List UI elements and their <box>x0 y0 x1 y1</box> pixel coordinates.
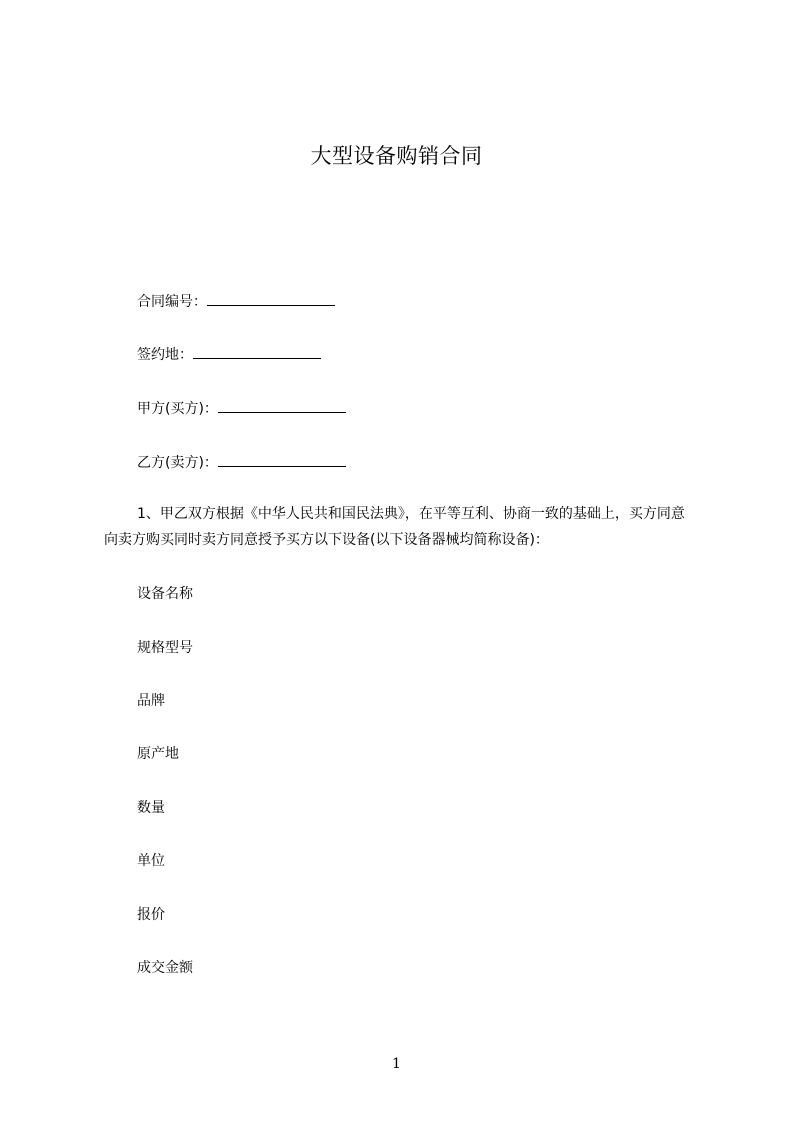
contract-number-blank[interactable] <box>207 291 335 306</box>
party-a-field <box>137 398 346 419</box>
party-b-label: 乙方(卖方)： <box>137 455 218 471</box>
party-a-blank[interactable] <box>218 398 346 413</box>
contract-number-label: 合同编号： <box>137 294 207 310</box>
party-b-blank[interactable] <box>218 452 346 467</box>
item-equipment-name: 设备名称 <box>137 586 193 602</box>
contract-number-field <box>137 291 335 312</box>
item-origin: 原产地 <box>137 746 179 762</box>
party-a-label: 甲方(买方)： <box>137 401 218 417</box>
sign-place-label: 签约地： <box>137 347 193 363</box>
item-unit: 单位 <box>137 853 165 869</box>
page-number: 1 <box>392 1056 401 1072</box>
party-b-field <box>137 452 346 473</box>
item-quote: 报价 <box>137 907 165 923</box>
item-brand: 品牌 <box>137 693 165 709</box>
clause-1: 1、甲乙双方根据《中华人民共和国民法典》，在平等互利、协商一致的基础上，买方同意向卖方购买同时卖方同意授予买方以下设备(以下设备器械均简称设备)： <box>104 506 685 548</box>
item-quantity: 数量 <box>137 800 165 816</box>
document-title: 大型设备购销合同 <box>310 144 483 168</box>
item-deal-amount: 成交金额 <box>137 960 193 976</box>
item-model-spec: 规格型号 <box>137 640 193 656</box>
sign-place-field <box>137 344 321 365</box>
sign-place-blank[interactable] <box>193 344 321 359</box>
